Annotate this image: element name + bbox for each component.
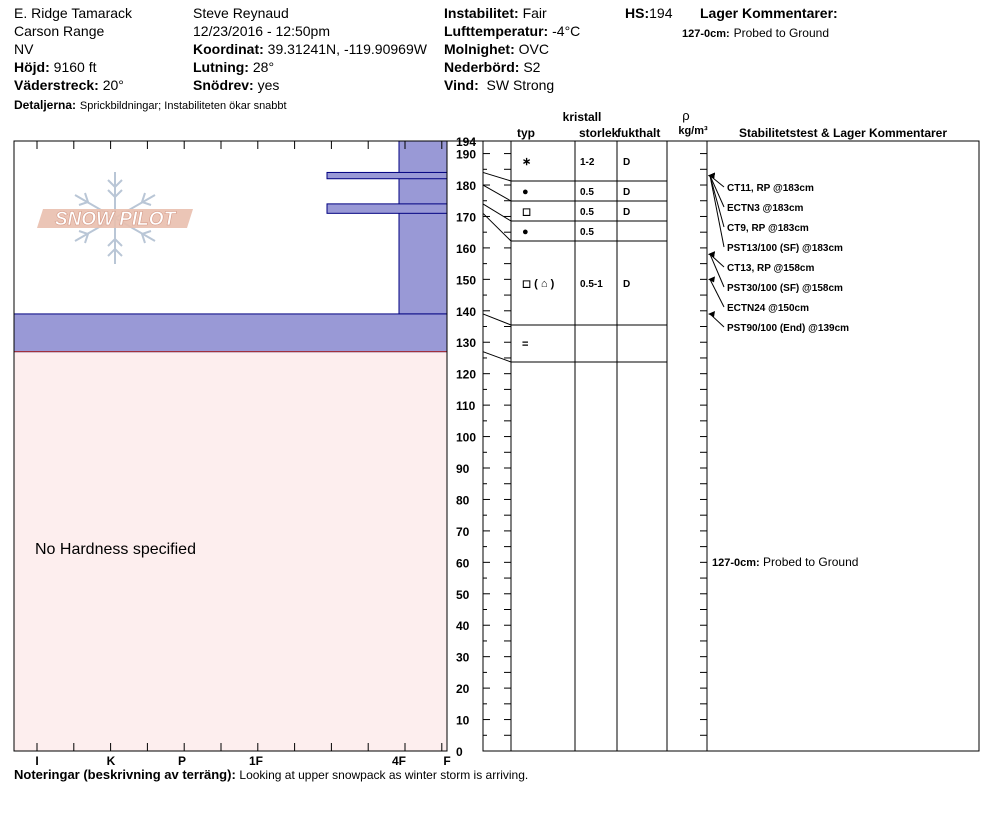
- depth-label-170: 170: [456, 210, 477, 225]
- grain-size-3: 0.5: [580, 227, 594, 238]
- depth-label-10: 10: [456, 713, 470, 728]
- header-density-unit: kg/m³: [678, 125, 708, 137]
- hardness-label-F: F: [443, 754, 451, 768]
- test-label-6: ECTN24 @150cm: [727, 303, 810, 314]
- depth-label-130: 130: [456, 336, 477, 351]
- grain-size-1: 0.5: [580, 187, 594, 198]
- moisture-4: D: [623, 279, 631, 290]
- drift-label: Snödrev:: [193, 77, 254, 93]
- test-label-7: PST90/100 (End) @139cm: [727, 323, 850, 334]
- coord-value: 39.31241N, -119.90969W: [267, 41, 427, 57]
- hardness-label-K: K: [106, 754, 116, 768]
- details-label: Detaljerna:: [14, 98, 77, 112]
- slope-value: 28°: [252, 59, 275, 75]
- test-label-3: PST13/100 (SF) @183cm: [727, 243, 843, 254]
- hardness-layer-3: [14, 314, 447, 352]
- drift-value: yes: [257, 77, 280, 93]
- depth-label-140: 140: [456, 304, 477, 319]
- moisture-1: D: [623, 187, 631, 198]
- test-label-2: CT9, RP @183cm: [727, 223, 809, 234]
- elevation-label: Höjd:: [14, 59, 50, 75]
- depth-label-50: 50: [456, 587, 470, 602]
- wind-value: SW Strong: [486, 77, 555, 93]
- layer-connector: [483, 352, 511, 362]
- layer-comment-depth: 127-0cm:: [682, 28, 730, 40]
- hardness-label-1F: 1F: [248, 754, 264, 768]
- grain-size-0: 1-2: [580, 157, 595, 168]
- header-moisture: fukthalt: [617, 126, 661, 140]
- test-label-4: CT13, RP @158cm: [727, 263, 815, 274]
- depth-label-90: 90: [456, 462, 470, 477]
- hardness-label-I: I: [35, 754, 39, 768]
- grain-size-2: 0.5: [580, 207, 594, 218]
- grain-type-4: ◻ ( ⌂ ): [522, 278, 555, 290]
- coord-label: Koordinat:: [193, 41, 264, 57]
- layer-connector: [483, 213, 511, 241]
- layer-comment-bottom-depth: 127-0cm:: [712, 557, 760, 569]
- precip-value: S2: [523, 59, 541, 75]
- logo-text: SNOW PILOT: [54, 209, 176, 230]
- grain-type-0: ∗: [522, 156, 532, 168]
- hardness-layers: [14, 141, 447, 352]
- layer-comment-bottom: [712, 555, 858, 569]
- aspect-value: 20°: [102, 77, 124, 93]
- grain-type-5: =: [522, 338, 529, 351]
- hs-value: 194: [649, 5, 673, 21]
- instability-label: Instabilitet:: [444, 5, 519, 21]
- depth-label-190: 190: [456, 147, 477, 162]
- depth-label-100: 100: [456, 430, 477, 445]
- test-label-1: ECTN3 @183cm: [727, 203, 804, 214]
- depth-label-30: 30: [456, 650, 470, 665]
- test-arrow-5: [708, 251, 715, 257]
- layer-comments-title: Lager Kommentarer:: [700, 5, 838, 21]
- notes-text: Looking at upper snowpack as winter storm is arriving.: [239, 768, 529, 782]
- moisture-0: D: [623, 157, 631, 168]
- notes-label: Noteringar (beskrivning av terräng):: [14, 767, 236, 782]
- stability-test-marks: [708, 173, 849, 334]
- depth-label-180: 180: [456, 179, 477, 194]
- header-size: storlek: [579, 126, 619, 140]
- grain-size-4: 0.5-1: [580, 279, 603, 290]
- airtemp-label: Lufttemperatur:: [444, 23, 549, 39]
- aspect-label: Väderstreck:: [14, 77, 99, 93]
- test-leader-5: [710, 254, 724, 287]
- hardness-axis-labels: [35, 754, 450, 768]
- hardness-layer-1: [327, 172, 447, 178]
- depth-axis: [456, 135, 476, 759]
- test-label-0: CT11, RP @183cm: [727, 183, 814, 194]
- layer-connector: [483, 204, 511, 221]
- grain-type-1: ●: [522, 186, 529, 198]
- sky-label: Molnighet:: [444, 41, 515, 57]
- hardness-layer-2: [327, 204, 447, 213]
- depth-label-20: 20: [456, 682, 470, 697]
- details-value: Sprickbildningar; Instabiliteten ökar snabbt: [79, 100, 287, 112]
- hardness-layer-0: [399, 141, 447, 314]
- no-hardness-message: No Hardness specified: [35, 541, 196, 558]
- wind-label: Vind:: [444, 77, 479, 93]
- depth-label-60: 60: [456, 556, 470, 571]
- location: E. Ridge Tamarack: [14, 5, 133, 21]
- airtemp-value: -4°C: [552, 23, 581, 39]
- slope-label: Lutning:: [193, 59, 249, 75]
- sky-value: OVC: [518, 41, 549, 57]
- test-arrow-3: [708, 173, 715, 179]
- hardness-label-P: P: [177, 754, 187, 768]
- elevation-value: 9160 ft: [53, 59, 97, 75]
- layer-connector: [483, 185, 511, 201]
- test-leader-3: [710, 176, 724, 247]
- layer-connector: [483, 314, 511, 325]
- moisture-2: D: [623, 207, 631, 218]
- depth-label-110: 110: [456, 399, 476, 414]
- depth-label-40: 40: [456, 619, 470, 634]
- range: Carson Range: [14, 23, 105, 39]
- depth-label-120: 120: [456, 367, 477, 382]
- instability-value: Fair: [522, 5, 547, 21]
- snowpilot-logo: [37, 172, 193, 264]
- hs-label: HS:: [625, 5, 650, 21]
- test-leader-6: [710, 279, 724, 307]
- header-rho: ρ: [682, 108, 690, 123]
- layer-comment-bottom-text: Probed to Ground: [763, 555, 859, 569]
- depth-label-70: 70: [456, 524, 470, 539]
- grain-type-2: ◻: [522, 206, 532, 218]
- observer: Steve Reynaud: [193, 5, 289, 21]
- depth-label-194: 194: [456, 135, 477, 149]
- hardness-top-ticks: [37, 141, 442, 149]
- precip-label: Nederbörd:: [444, 59, 520, 75]
- test-label-5: PST30/100 (SF) @158cm: [727, 283, 843, 294]
- datetime: 12/23/2016 - 12:50pm: [193, 23, 330, 39]
- header-crystal: kristall: [562, 110, 602, 124]
- layer-scale-ticks: [447, 141, 707, 751]
- hardness-label-4F: 4F: [391, 754, 407, 768]
- notes: [14, 767, 528, 782]
- grain-type-3: ●: [522, 226, 529, 238]
- depth-label-0: 0: [456, 745, 463, 759]
- test-arrow-7: [708, 311, 715, 317]
- depth-label-160: 160: [456, 241, 477, 256]
- layer-connector: [483, 172, 511, 181]
- header-type: typ: [517, 126, 535, 140]
- state: NV: [14, 41, 34, 57]
- header-stability: Stabilitetstest & Lager Kommentarer: [738, 126, 948, 140]
- layer-comment-text: Probed to Ground: [733, 26, 829, 40]
- depth-label-80: 80: [456, 493, 470, 508]
- depth-label-150: 150: [456, 273, 477, 288]
